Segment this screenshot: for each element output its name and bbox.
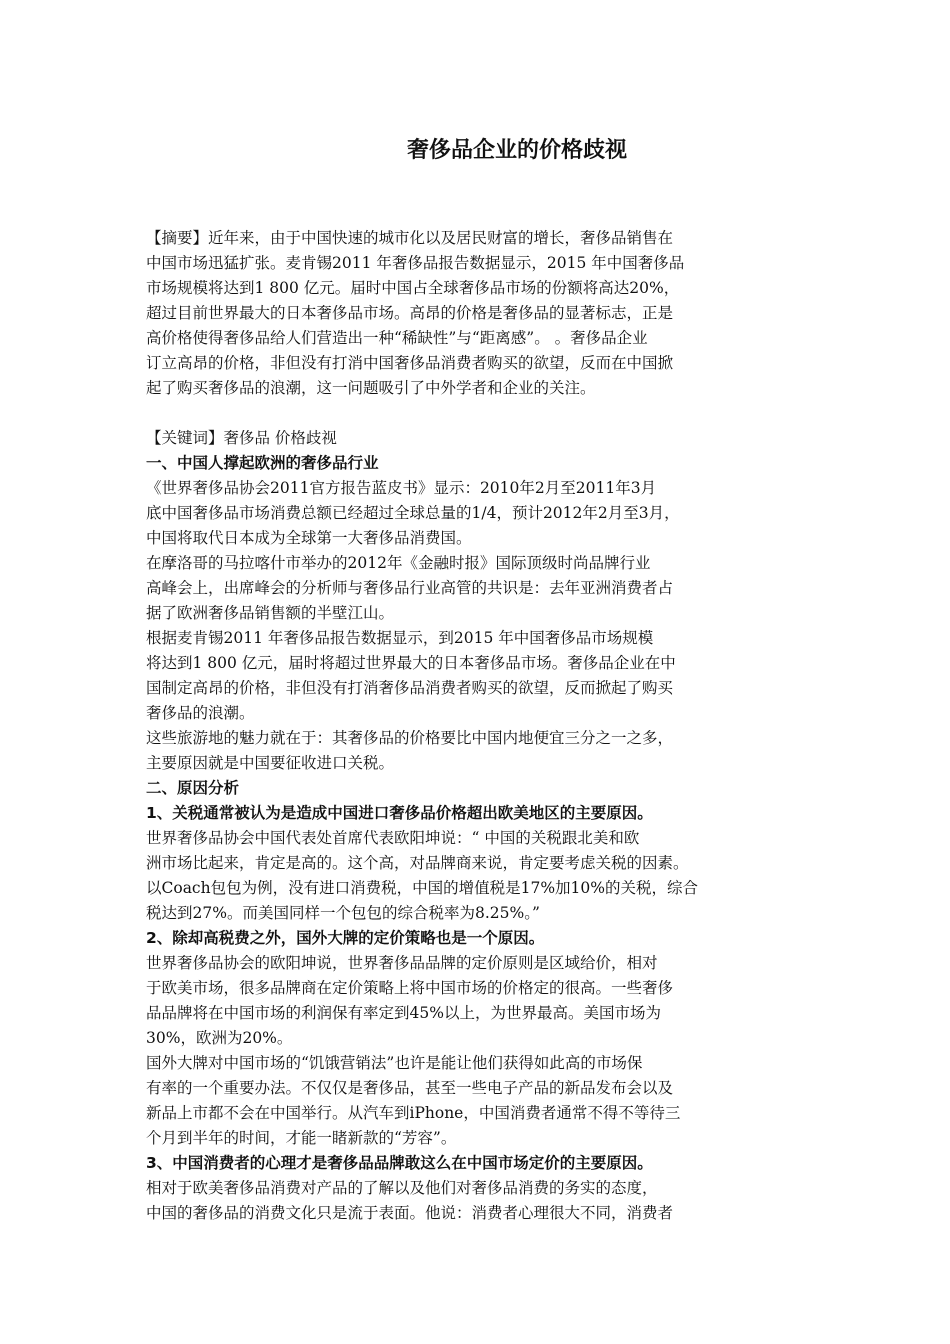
- body-line: 在摩洛哥的马拉喀什市举办的2012年《金融时报》国际顶级时尚品牌行业: [146, 554, 651, 572]
- section-heading: 一、中国人撑起欧洲的奢侈品行业: [146, 454, 379, 472]
- body-line: 有率的一个重要办法。不仅仅是奢侈品，甚至一些电子产品的新品发布会以及: [146, 1079, 674, 1097]
- section-heading: 2、除却高税费之外，国外大牌的定价策略也是一个原因。: [146, 929, 545, 947]
- body-line: 【关键词】奢侈品 价格歧视: [146, 429, 337, 447]
- body-line: 将达到1 800 亿元，届时将超过世界最大的日本奢侈品市场。奢侈品企业在中: [146, 654, 676, 672]
- body-line: 个月到半年的时间，才能一睹新款的“芳容”。: [146, 1129, 457, 1147]
- body-line: 新品上市都不会在中国举行。从汽车到iPhone，中国消费者通常不得不等待三: [146, 1104, 681, 1122]
- section-heading: 3、中国消费者的心理才是奢侈品品牌敢这么在中国市场定价的主要原因。: [146, 1154, 653, 1172]
- body-line: 据了欧洲奢侈品销售额的半壁江山。: [146, 604, 395, 622]
- body-line: 订立高昂的价格，非但没有打消中国奢侈品消费者购买的欲望，反而在中国掀: [146, 354, 674, 372]
- body-line: 这些旅游地的魅力就在于：其奢侈品的价格要比中国内地便宜三分之一之多，: [146, 729, 674, 747]
- body-line: 中国市场迅猛扩张。麦肯锡2011 年奢侈品报告数据显示，2015 年中国奢侈品: [146, 254, 685, 272]
- body-line: 国外大牌对中国市场的“饥饿营销法”也许是能让他们获得如此高的市场保: [146, 1054, 643, 1072]
- section-heading: 二、原因分析: [146, 779, 240, 797]
- body-line: 【摘要】近年来，由于中国快速的城市化以及居民财富的增长，奢侈品销售在: [146, 229, 674, 247]
- body-line: 洲市场比起来，肯定是高的。这个高，对品牌商来说，肯定要考虑关税的因素。: [146, 854, 689, 872]
- body-line: 国制定高昂的价格，非但没有打消奢侈品消费者购买的欲望，反而掀起了购买: [146, 679, 674, 697]
- body-line: 税达到27%。而美国同样一个包包的综合税率为8.25%。”: [146, 904, 540, 922]
- body-line: 以Coach包包为例，没有进口消费税，中国的增值税是17%加10%的关税，综合: [146, 879, 699, 897]
- body-line: 奢侈品的浪潮。: [146, 704, 255, 722]
- body-line: 中国的奢侈品的消费文化只是流于表面。他说：消费者心理很大不同，消费者: [146, 1204, 674, 1222]
- body-line: 高价格使得奢侈品给人们营造出一种“稀缺性”与“距离感”。 。奢侈品企业: [146, 329, 648, 347]
- body-line: 世界奢侈品协会中国代表处首席代表欧阳坤说：“ 中国的关税跟北美和欧: [146, 829, 640, 847]
- body-line: 主要原因就是中国要征收进口关税。: [146, 754, 395, 772]
- body-line: 高峰会上，出席峰会的分析师与奢侈品行业高管的共识是：去年亚洲消费者占: [146, 579, 674, 597]
- body-line: 中国将取代日本成为全球第一大奢侈品消费国。: [146, 529, 472, 547]
- body-line: 世界奢侈品协会的欧阳坤说，世界奢侈品品牌的定价原则是区域给价，相对: [146, 954, 658, 972]
- body-line: 市场规模将达到1 800 亿元。届时中国占全球奢侈品市场的份额将高达20%，: [146, 279, 680, 297]
- body-line: 底中国奢侈品市场消费总额已经超过全球总量的1/4，预计2012年2月至3月，: [146, 504, 680, 522]
- body-line: 《世界奢侈品协会2011官方报告蓝皮书》显示：2010年2月至2011年3月: [146, 479, 657, 497]
- document-title: 奢侈品企业的价格歧视: [406, 138, 627, 163]
- body-line: 相对于欧美奢侈品消费对产品的了解以及他们对奢侈品消费的务实的态度，: [146, 1179, 658, 1197]
- section-heading: 1、关税通常被认为是造成中国进口奢侈品价格超出欧美地区的主要原因。: [146, 804, 653, 822]
- body-line: 超过目前世界最大的日本奢侈品市场。高昂的价格是奢侈品的显著标志，正是: [146, 304, 674, 322]
- body-line: 品品牌将在中国市场的利润保有率定到45%以上，为世界最高。美国市场为: [146, 1004, 661, 1022]
- body-line: 30%，欧洲为20%。: [146, 1029, 293, 1047]
- body-line: 于欧美市场，很多品牌商在定价策略上将中国市场的价格定的很高。一些奢侈: [146, 979, 674, 997]
- body-line: 根据麦肯锡2011 年奢侈品报告数据显示，到2015 年中国奢侈品市场规模: [146, 629, 654, 647]
- body-line: 起了购买奢侈品的浪潮，这一问题吸引了中外学者和企业的关注。: [146, 379, 596, 397]
